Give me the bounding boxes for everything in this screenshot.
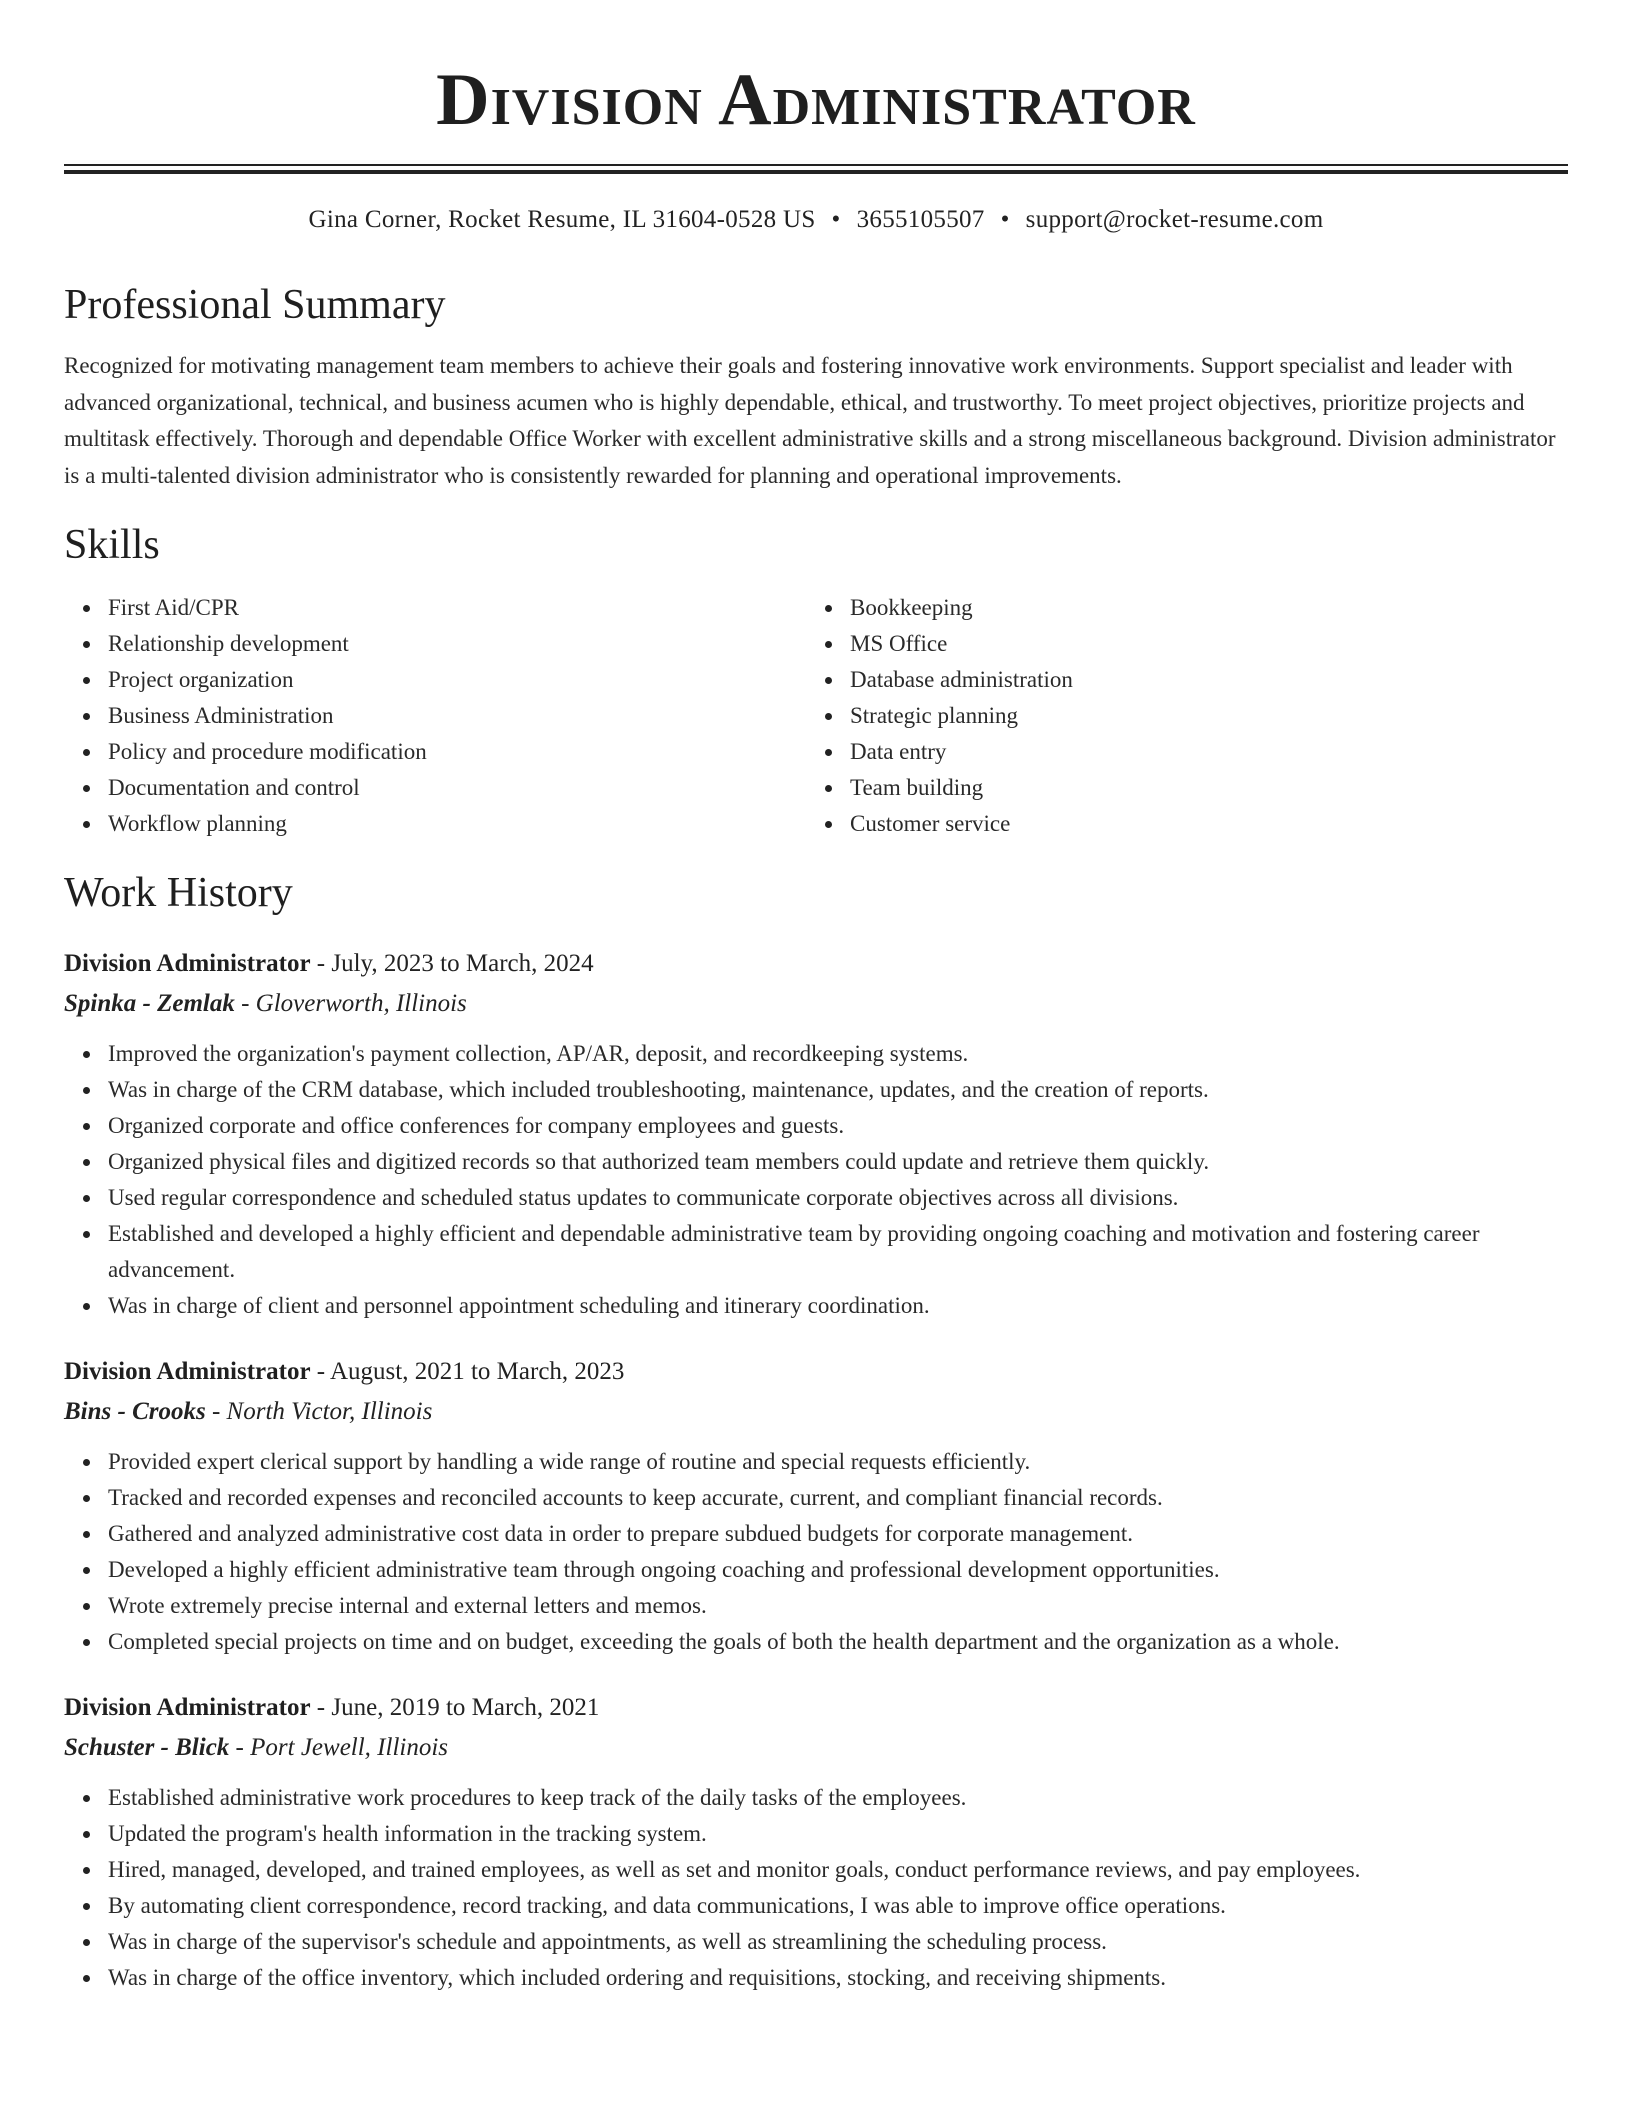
job-dates: August, 2021 to March, 2023 [330,1358,625,1385]
skill-item: Project organization [108,662,806,698]
job-duty-item: Updated the program's health information in the tracking system. [108,1816,1568,1852]
skill-item: Workflow planning [108,806,806,842]
job-duty-item: Completed special projects on time and on budget, exceeding the goals of both the health department and the organization as a whole. [108,1624,1568,1660]
job-duty-item: Gathered and analyzed administrative cost data in order to prepare subdued budgets for corporate management. [108,1516,1568,1552]
company-name: Spinka - Zemlak [64,990,235,1017]
company-name: Schuster - Blick [64,1734,230,1761]
job-dates: June, 2019 to March, 2021 [331,1694,600,1721]
skills-heading: Skills [64,522,160,568]
work-history-heading: Work History [64,870,293,916]
summary-text: Recognized for motivating management team members to achieve their goals and fostering innovative work environments. Support specialist and leader with advanced organizational, technical, and business acumen who is highly dependable, ethical, and trustworthy. To meet project objectives, prioritize projects and multitask effectively. Thorough and dependable Office Worker with excellent administrative skills and a strong miscellaneous background. Division administrator is a multi-talented division administrator who is consistently rewarded for planning and operational improvements. [64,353,1556,488]
job-duty-item: Organized corporate and office conferences for company employees and guests. [108,1108,1568,1144]
skill-item: Documentation and control [108,770,806,806]
job-duty-item: Established administrative work procedures to keep track of the daily tasks of the employees. [108,1780,1568,1816]
job-duties [64,1444,1568,1660]
job-header: Division Administrator - July, 2023 to March, 2024 [64,950,594,977]
skill-item: Data entry [850,734,1548,770]
skills-grid [64,590,1568,842]
job-duties [64,1780,1568,1996]
job-duty-item: Developed a highly efficient administrative team through ongoing coaching and professional development opportunities. [108,1552,1568,1588]
contact-separator: • [1000,206,1010,233]
job-header: Division Administrator - June, 2019 to March, 2021 [64,1694,600,1721]
skill-item: Customer service [850,806,1548,842]
skill-item: Policy and procedure modification [108,734,806,770]
job-header: Division Administrator - August, 2021 to March, 2023 [64,1358,625,1385]
job-company-line: Schuster - Blick - Port Jewell, Illinois [64,1734,449,1761]
skill-item: Business Administration [108,698,806,734]
skill-item: MS Office [850,626,1548,662]
job-company-line: Spinka - Zemlak - Gloverworth, Illinois [64,990,467,1017]
job-entry [64,1688,1568,1996]
job-title: Division Administrator [64,1694,311,1721]
job-dates: July, 2023 to March, 2024 [331,950,594,977]
job-duty-item: Established and developed a highly efficient and dependable administrative team by providing ongoing coaching and motivation and fostering career advancement. [108,1216,1568,1288]
job-duty-item: Was in charge of the supervisor's schedule and appointments, as well as streamlining the scheduling process. [108,1924,1568,1960]
company-location: Gloverworth, Illinois [255,990,467,1017]
contact-address: Gina Corner, Rocket Resume, IL 31604-0528 US [308,206,816,233]
job-title: Division Administrator [64,950,311,977]
contact-info [64,204,1568,236]
job-title: Division Administrator [64,1358,311,1385]
skill-item: Strategic planning [850,698,1548,734]
job-duty-item: Hired, managed, developed, and trained employees, as well as set and monitor goals, conduct performance reviews, and pay employees. [108,1852,1568,1888]
job-entry [64,944,1568,1324]
contact-phone: 3655105507 [856,206,985,233]
skills-column-right [806,590,1548,842]
skills-column-left [64,590,806,842]
skill-item: Team building [850,770,1548,806]
job-duty-item: Improved the organization's payment collection, AP/AR, deposit, and recordkeeping systems. [108,1036,1568,1072]
title-divider [64,164,1568,174]
contact-email: support@rocket-resume.com [1025,206,1324,233]
contact-separator: • [831,206,841,233]
document-title: Division Administrator [436,59,1196,141]
company-location: Port Jewell, Illinois [250,1734,449,1761]
company-name: Bins - Crooks [64,1398,206,1425]
skill-item: Relationship development [108,626,806,662]
company-location: North Victor, Illinois [226,1398,433,1425]
job-duty-item: Organized physical files and digitized records so that authorized team members could update and retrieve them quickly. [108,1144,1568,1180]
job-duty-item: Wrote extremely precise internal and external letters and memos. [108,1588,1568,1624]
skill-item: First Aid/CPR [108,590,806,626]
job-duty-item: Was in charge of the office inventory, which included ordering and requisitions, stocking, and receiving shipments. [108,1960,1568,1996]
job-company-line: Bins - Crooks - North Victor, Illinois [64,1398,433,1425]
job-duty-item: Tracked and recorded expenses and reconciled accounts to keep accurate, current, and compliant financial records. [108,1480,1568,1516]
job-duty-item: Provided expert clerical support by handling a wide range of routine and special requests efficiently. [108,1444,1568,1480]
job-duty-item: Was in charge of the CRM database, which included troubleshooting, maintenance, updates, and the creation of reports. [108,1072,1568,1108]
job-duty-item: Was in charge of client and personnel appointment scheduling and itinerary coordination. [108,1288,1568,1324]
summary-heading: Professional Summary [64,282,446,328]
job-duty-item: By automating client correspondence, record tracking, and data communications, I was able to improve office operations. [108,1888,1568,1924]
job-duty-item: Used regular correspondence and scheduled status updates to communicate corporate objectives across all divisions. [108,1180,1568,1216]
job-entry [64,1352,1568,1660]
skill-item: Database administration [850,662,1548,698]
skill-item: Bookkeeping [850,590,1548,626]
job-duties [64,1036,1568,1324]
